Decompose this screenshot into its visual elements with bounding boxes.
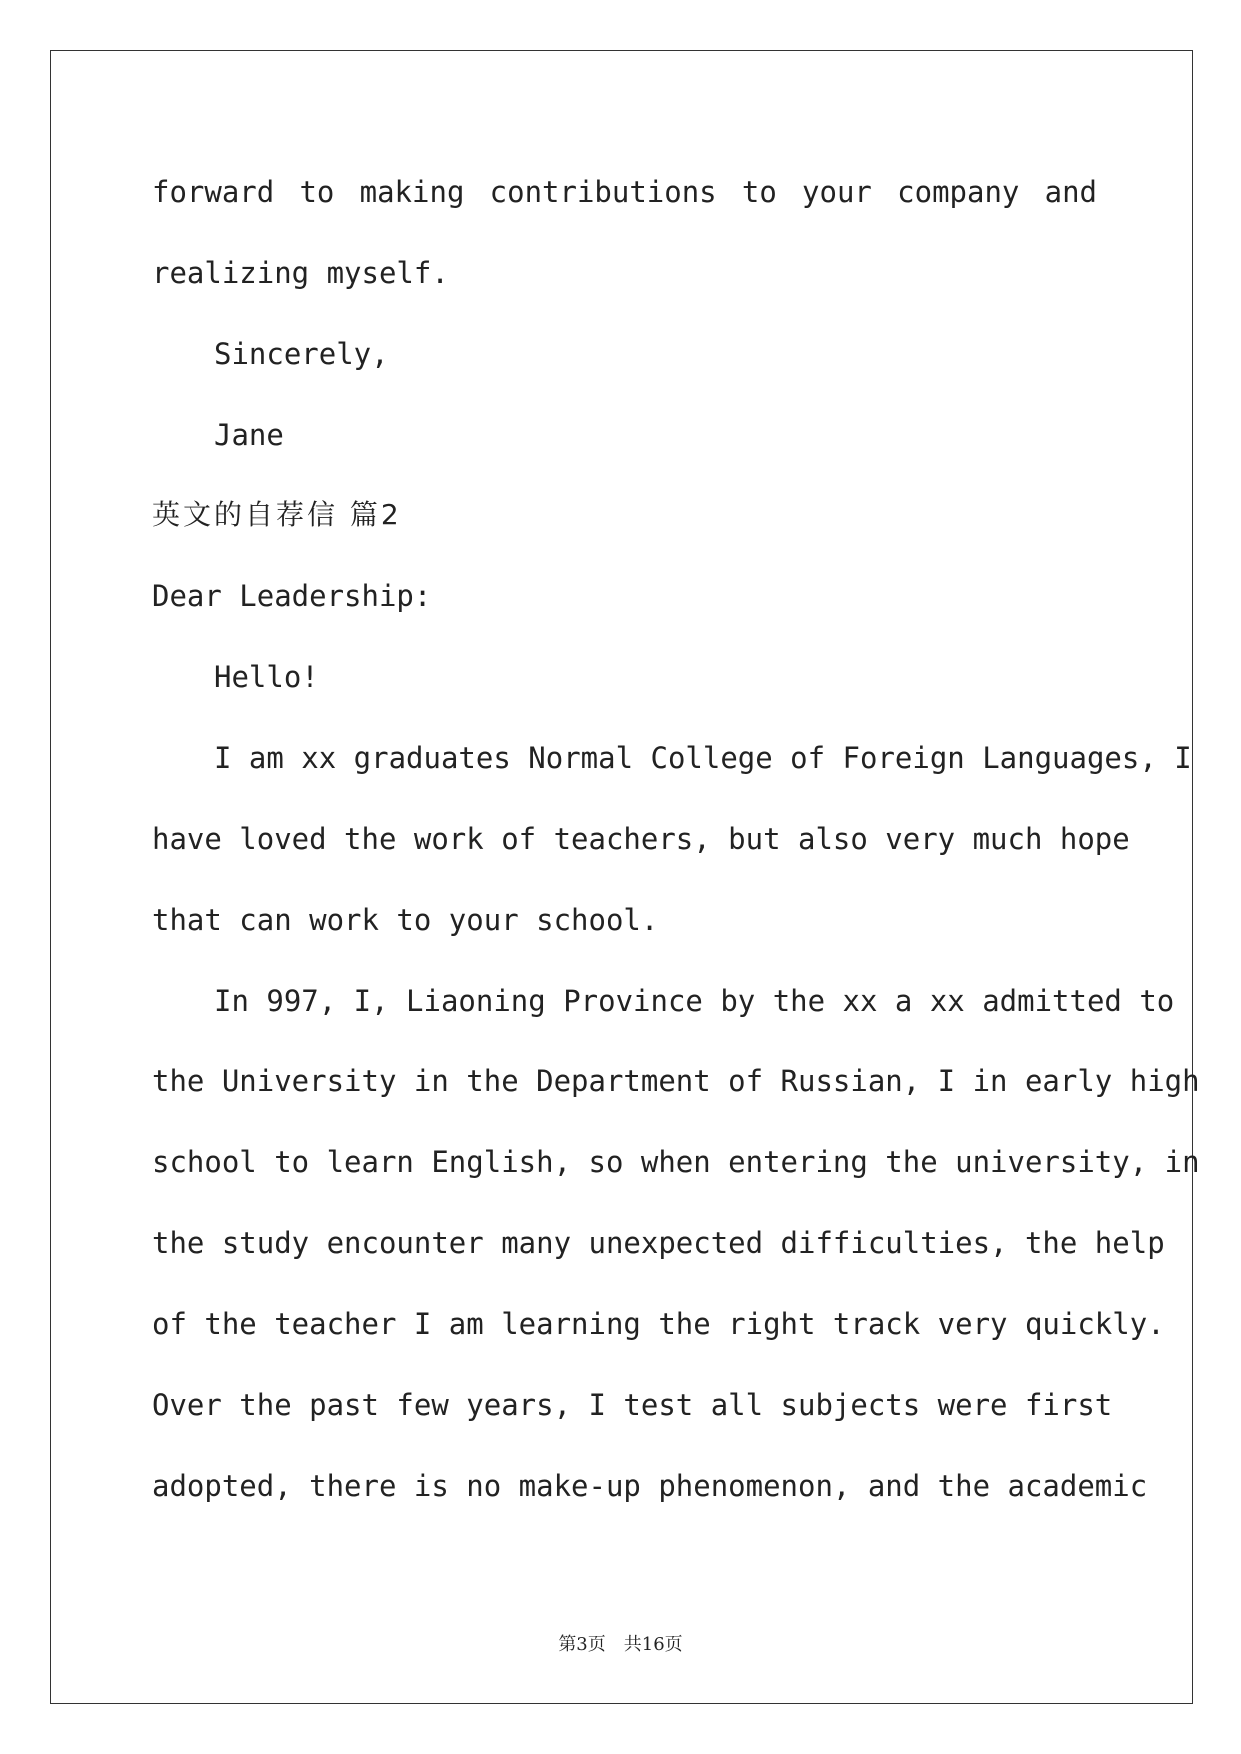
- paragraph-line: the University in the Department of Russian, I in early high: [152, 1064, 1200, 1098]
- section-heading: 英文的自荐信 篇2: [152, 498, 402, 531]
- paragraph-line: have loved the work of teachers, but also very much hope: [152, 822, 1130, 856]
- paragraph-line: forward to making contributions to your company and: [152, 175, 1097, 209]
- paragraph-line: the study encounter many unexpected difficulties, the help: [152, 1226, 1165, 1260]
- page-number: 第3页: [558, 1634, 606, 1655]
- paragraph-line: school to learn English, so when entering the university, in: [152, 1145, 1200, 1179]
- paragraph-line: that can work to your school.: [152, 903, 659, 937]
- signature-name: Jane: [214, 418, 284, 452]
- paragraph-line: realizing myself.: [152, 256, 449, 290]
- paragraph-line: of the teacher I am learning the right track very quickly.: [152, 1307, 1165, 1341]
- paragraph-line: I am xx graduates Normal College of Foreign Languages, I: [214, 741, 1192, 775]
- greeting-hello: Hello!: [214, 660, 319, 694]
- paragraph-line: adopted, there is no make-up phenomenon, and the academic: [152, 1469, 1148, 1503]
- page-footer: [0, 1630, 1241, 1656]
- closing-salutation: Sincerely,: [214, 337, 389, 371]
- page-border: [50, 50, 1200, 1704]
- greeting-line: Dear Leadership:: [152, 579, 432, 613]
- paragraph-line: In 997, I, Liaoning Province by the xx a xx admitted to: [214, 984, 1175, 1018]
- page-total: 共16页: [623, 1634, 683, 1655]
- paragraph-line: Over the past few years, I test all subjects were first: [152, 1388, 1113, 1422]
